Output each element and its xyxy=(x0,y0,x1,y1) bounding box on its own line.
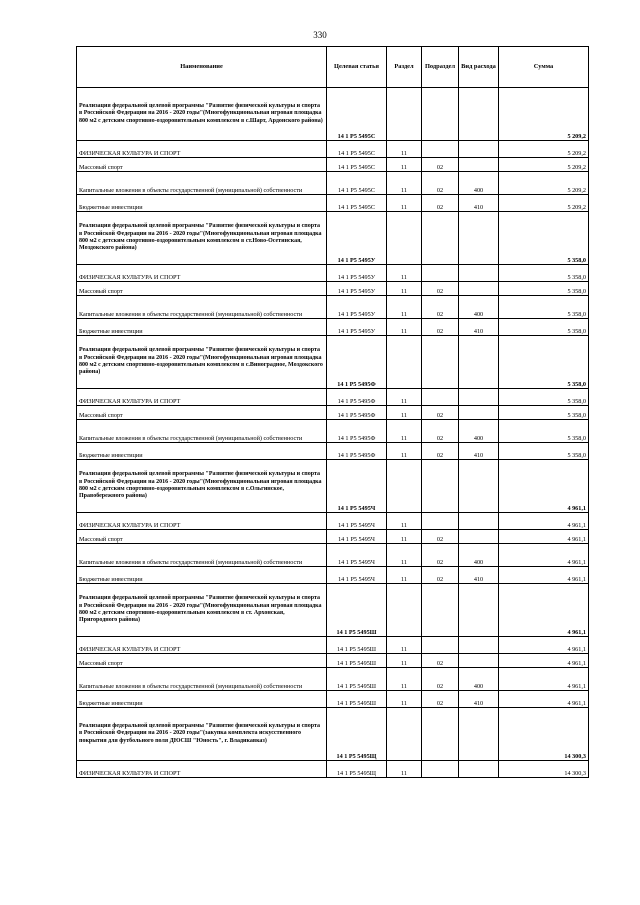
cell-name: Реализация федеральной целевой программы "Развитие физической культуры и спорта в Российской Федерации на 2016 - 2020 годы"(Многофункциональная игровая площадка 800 м2 с детским спортивно-оздоровительным комплексом в с.Ольгинское, Правобережного района) xyxy=(77,460,327,513)
cell-sum: 4 961,1 xyxy=(499,637,589,654)
cell-name: ФИЗИЧЕСКАЯ КУЛЬТУРА И СПОРТ xyxy=(77,637,327,654)
cell-sum: 4 961,1 xyxy=(499,513,589,530)
cell-subsection: 02 xyxy=(422,195,459,212)
cell-name: Массовый спорт xyxy=(77,282,327,296)
cell-code: 14 1 P5 5495Ш xyxy=(327,584,387,637)
cell-code: 14 1 P5 5495Ч xyxy=(327,567,387,584)
table-row xyxy=(77,544,589,567)
cell-code: 14 1 P5 5495C xyxy=(327,158,387,172)
cell-sum: 4 961,1 xyxy=(499,530,589,544)
cell-kind xyxy=(459,530,499,544)
cell-kind: 400 xyxy=(459,668,499,691)
cell-name: Бюджетные инвестиции xyxy=(77,319,327,336)
header-kind: Вид расхода xyxy=(459,47,499,88)
cell-name: Капитальные вложения в объекты государственной (муниципальной) собственности xyxy=(77,544,327,567)
cell-kind xyxy=(459,460,499,513)
table-row xyxy=(77,443,589,460)
cell-name: Реализация федеральной целевой программы "Развитие физической культуры и спорта в Российской Федерации на 2016 - 2020 годы"(Многофункциональная игровая площадка 800 м2 с детским спортивно-оздоровительным комплексом в ст. Архонская, Пригородного района) xyxy=(77,584,327,637)
cell-code: 14 1 P5 5495Ш xyxy=(327,668,387,691)
cell-name: ФИЗИЧЕСКАЯ КУЛЬТУРА И СПОРТ xyxy=(77,513,327,530)
cell-section xyxy=(387,88,422,141)
cell-sum: 5 209,2 xyxy=(499,195,589,212)
cell-section: 11 xyxy=(387,567,422,584)
cell-code: 14 1 P5 5495Ш xyxy=(327,691,387,708)
page-number: 330 xyxy=(313,30,327,40)
cell-kind xyxy=(459,265,499,282)
cell-section: 11 xyxy=(387,141,422,158)
cell-sum: 5 358,0 xyxy=(499,443,589,460)
cell-section xyxy=(387,584,422,637)
cell-kind xyxy=(459,88,499,141)
cell-kind xyxy=(459,654,499,668)
table-header-row xyxy=(77,47,589,88)
header-code: Целевая статья xyxy=(327,47,387,88)
cell-kind xyxy=(459,761,499,778)
cell-subsection: 02 xyxy=(422,420,459,443)
table-row xyxy=(77,319,589,336)
cell-subsection: 02 xyxy=(422,654,459,668)
cell-sum: 5 358,0 xyxy=(499,282,589,296)
table-row xyxy=(77,296,589,319)
cell-name: ФИЗИЧЕСКАЯ КУЛЬТУРА И СПОРТ xyxy=(77,761,327,778)
cell-section: 11 xyxy=(387,296,422,319)
cell-sum: 4 961,1 xyxy=(499,567,589,584)
cell-subsection xyxy=(422,389,459,406)
table-row xyxy=(77,530,589,544)
cell-code: 14 1 P5 5495C xyxy=(327,141,387,158)
cell-name: Капитальные вложения в объекты государственной (муниципальной) собственности xyxy=(77,668,327,691)
cell-subsection xyxy=(422,637,459,654)
cell-name: Массовый спорт xyxy=(77,406,327,420)
cell-section: 11 xyxy=(387,654,422,668)
table-row xyxy=(77,513,589,530)
cell-code: 14 1 P5 5495Ч xyxy=(327,460,387,513)
cell-subsection: 02 xyxy=(422,567,459,584)
cell-sum: 4 961,1 xyxy=(499,460,589,513)
cell-subsection: 02 xyxy=(422,668,459,691)
cell-sum: 5 358,0 xyxy=(499,212,589,265)
cell-code: 14 1 P5 5495Ч xyxy=(327,530,387,544)
cell-section xyxy=(387,708,422,761)
cell-code: 14 1 P5 5495Ф xyxy=(327,443,387,460)
cell-sum: 5 358,0 xyxy=(499,319,589,336)
table-row xyxy=(77,406,589,420)
cell-code: 14 1 P5 5495C xyxy=(327,172,387,195)
cell-section: 11 xyxy=(387,319,422,336)
cell-section: 11 xyxy=(387,691,422,708)
cell-subsection xyxy=(422,513,459,530)
cell-subsection: 02 xyxy=(422,443,459,460)
cell-kind xyxy=(459,336,499,389)
cell-sum: 5 358,0 xyxy=(499,296,589,319)
cell-section: 11 xyxy=(387,761,422,778)
cell-name: Бюджетные инвестиции xyxy=(77,443,327,460)
cell-name: Капитальные вложения в объекты государственной (муниципальной) собственности xyxy=(77,420,327,443)
cell-sum: 5 358,0 xyxy=(499,336,589,389)
cell-name: Массовый спорт xyxy=(77,158,327,172)
table-row xyxy=(77,389,589,406)
cell-kind xyxy=(459,389,499,406)
cell-sum: 5 209,2 xyxy=(499,172,589,195)
cell-code: 14 1 P5 5495Ш xyxy=(327,637,387,654)
cell-name: Массовый спорт xyxy=(77,530,327,544)
cell-kind: 400 xyxy=(459,172,499,195)
cell-name: Реализация федеральной целевой программы "Развитие физической культуры и спорта в Российской Федерации на 2016 - 2020 годы"(Многофункциональная игровая площадка 800 м2 с детским спортивно-оздоровительным комплексом в с.Виноградное, Моздокского района) xyxy=(77,336,327,389)
table-row xyxy=(77,761,589,778)
cell-section: 11 xyxy=(387,265,422,282)
cell-section: 11 xyxy=(387,668,422,691)
cell-sum: 4 961,1 xyxy=(499,544,589,567)
cell-sum: 5 209,2 xyxy=(499,158,589,172)
cell-section: 11 xyxy=(387,513,422,530)
cell-sum: 5 358,0 xyxy=(499,265,589,282)
cell-code: 14 1 P5 5495Ч xyxy=(327,513,387,530)
cell-section: 11 xyxy=(387,282,422,296)
program-row xyxy=(77,88,589,141)
cell-kind xyxy=(459,212,499,265)
cell-kind xyxy=(459,158,499,172)
cell-subsection xyxy=(422,88,459,141)
cell-subsection xyxy=(422,761,459,778)
cell-kind: 400 xyxy=(459,296,499,319)
cell-sum: 4 961,1 xyxy=(499,668,589,691)
cell-subsection xyxy=(422,708,459,761)
cell-code: 14 1 P5 5495У xyxy=(327,282,387,296)
cell-subsection xyxy=(422,141,459,158)
cell-section: 11 xyxy=(387,544,422,567)
table-row xyxy=(77,654,589,668)
cell-kind: 410 xyxy=(459,691,499,708)
cell-section: 11 xyxy=(387,637,422,654)
cell-subsection xyxy=(422,460,459,513)
cell-kind: 410 xyxy=(459,319,499,336)
cell-sum: 4 961,1 xyxy=(499,584,589,637)
header-section: Раздел xyxy=(387,47,422,88)
cell-code: 14 1 P5 5495Ф xyxy=(327,406,387,420)
cell-subsection: 02 xyxy=(422,544,459,567)
cell-subsection: 02 xyxy=(422,158,459,172)
cell-code: 14 1 P5 5495Щ xyxy=(327,708,387,761)
cell-sum: 5 358,0 xyxy=(499,389,589,406)
cell-name: ФИЗИЧЕСКАЯ КУЛЬТУРА И СПОРТ xyxy=(77,141,327,158)
cell-section: 11 xyxy=(387,530,422,544)
cell-code: 14 1 P5 5495Ф xyxy=(327,389,387,406)
cell-kind xyxy=(459,513,499,530)
cell-sum: 14 300,3 xyxy=(499,708,589,761)
cell-section: 11 xyxy=(387,195,422,212)
header-sum: Сумма xyxy=(499,47,589,88)
cell-section xyxy=(387,212,422,265)
cell-section xyxy=(387,460,422,513)
cell-sum: 4 961,1 xyxy=(499,654,589,668)
table-row xyxy=(77,668,589,691)
cell-subsection: 02 xyxy=(422,691,459,708)
program-row xyxy=(77,460,589,513)
cell-kind xyxy=(459,406,499,420)
cell-kind xyxy=(459,282,499,296)
cell-sum: 4 961,1 xyxy=(499,691,589,708)
table-body xyxy=(77,88,589,778)
table-row xyxy=(77,282,589,296)
cell-name: Бюджетные инвестиции xyxy=(77,567,327,584)
cell-code: 14 1 P5 5495Ф xyxy=(327,336,387,389)
cell-kind xyxy=(459,708,499,761)
cell-code: 14 1 P5 5495У xyxy=(327,212,387,265)
table-row xyxy=(77,691,589,708)
table-row xyxy=(77,567,589,584)
cell-name: Реализация федеральной целевой программы "Развитие физической культуры и спорта в Российской Федерации на 2016 - 2020 годы"(Многофункциональная игровая площадка 800 м2 с детским спортивно-оздоровительным комплексом в ст.Ново-Осетинская, Моздокского района) xyxy=(77,212,327,265)
table-row xyxy=(77,195,589,212)
cell-subsection xyxy=(422,584,459,637)
cell-name: Бюджетные инвестиции xyxy=(77,691,327,708)
cell-name: Капитальные вложения в объекты государственной (муниципальной) собственности xyxy=(77,172,327,195)
table-row xyxy=(77,172,589,195)
cell-section xyxy=(387,336,422,389)
cell-code: 14 1 P5 5495C xyxy=(327,195,387,212)
cell-code: 14 1 P5 5495Щ xyxy=(327,761,387,778)
cell-subsection: 02 xyxy=(422,319,459,336)
table-row xyxy=(77,158,589,172)
cell-code: 14 1 P5 5495У xyxy=(327,296,387,319)
cell-kind: 410 xyxy=(459,195,499,212)
cell-name: Капитальные вложения в объекты государственной (муниципальной) собственности xyxy=(77,296,327,319)
program-row xyxy=(77,708,589,761)
cell-kind xyxy=(459,584,499,637)
cell-kind: 410 xyxy=(459,567,499,584)
cell-name: ФИЗИЧЕСКАЯ КУЛЬТУРА И СПОРТ xyxy=(77,265,327,282)
cell-section: 11 xyxy=(387,158,422,172)
cell-kind xyxy=(459,637,499,654)
cell-subsection: 02 xyxy=(422,296,459,319)
cell-section: 11 xyxy=(387,406,422,420)
cell-section: 11 xyxy=(387,420,422,443)
cell-sum: 5 209,2 xyxy=(499,88,589,141)
cell-name: Реализация федеральной целевой программы "Развитие физической культуры и спорта в Российской Федерации на 2016 - 2020 годы"(закупка комплекта искусственного покрытия для футбольного поля ДЮСШ "Юность", г. Владикавказ) xyxy=(77,708,327,761)
cell-sum: 5 358,0 xyxy=(499,406,589,420)
table-row xyxy=(77,141,589,158)
cell-code: 14 1 P5 5495Ш xyxy=(327,654,387,668)
cell-name: ФИЗИЧЕСКАЯ КУЛЬТУРА И СПОРТ xyxy=(77,389,327,406)
cell-name: Бюджетные инвестиции xyxy=(77,195,327,212)
program-row xyxy=(77,212,589,265)
cell-subsection: 02 xyxy=(422,282,459,296)
cell-name: Массовый спорт xyxy=(77,654,327,668)
cell-kind: 400 xyxy=(459,420,499,443)
header-subsection: Подраздел xyxy=(422,47,459,88)
cell-subsection xyxy=(422,212,459,265)
cell-subsection: 02 xyxy=(422,530,459,544)
cell-section: 11 xyxy=(387,172,422,195)
cell-subsection: 02 xyxy=(422,406,459,420)
cell-code: 14 1 P5 5495C xyxy=(327,88,387,141)
cell-subsection: 02 xyxy=(422,172,459,195)
header-name: Наименование xyxy=(77,47,327,88)
cell-sum: 14 300,3 xyxy=(499,761,589,778)
cell-kind: 410 xyxy=(459,443,499,460)
cell-code: 14 1 P5 5495Ч xyxy=(327,544,387,567)
cell-name: Реализация федеральной целевой программы "Развитие физической культуры и спорта в Российской Федерации на 2016 - 2020 годы"(Многофункциональная игровая площадка 800 м2 с детским спортивно-оздоровительным комплексом в с.Шарт, Ардонского района) xyxy=(77,88,327,141)
cell-code: 14 1 P5 5495У xyxy=(327,319,387,336)
table-row xyxy=(77,265,589,282)
cell-kind: 400 xyxy=(459,544,499,567)
cell-section: 11 xyxy=(387,443,422,460)
cell-subsection xyxy=(422,265,459,282)
cell-code: 14 1 P5 5495У xyxy=(327,265,387,282)
cell-subsection xyxy=(422,336,459,389)
cell-kind xyxy=(459,141,499,158)
cell-sum: 5 358,0 xyxy=(499,420,589,443)
budget-table xyxy=(76,46,589,778)
cell-code: 14 1 P5 5495Ф xyxy=(327,420,387,443)
cell-section: 11 xyxy=(387,389,422,406)
cell-sum: 5 209,2 xyxy=(499,141,589,158)
table-row xyxy=(77,420,589,443)
table-row xyxy=(77,637,589,654)
program-row xyxy=(77,584,589,637)
program-row xyxy=(77,336,589,389)
